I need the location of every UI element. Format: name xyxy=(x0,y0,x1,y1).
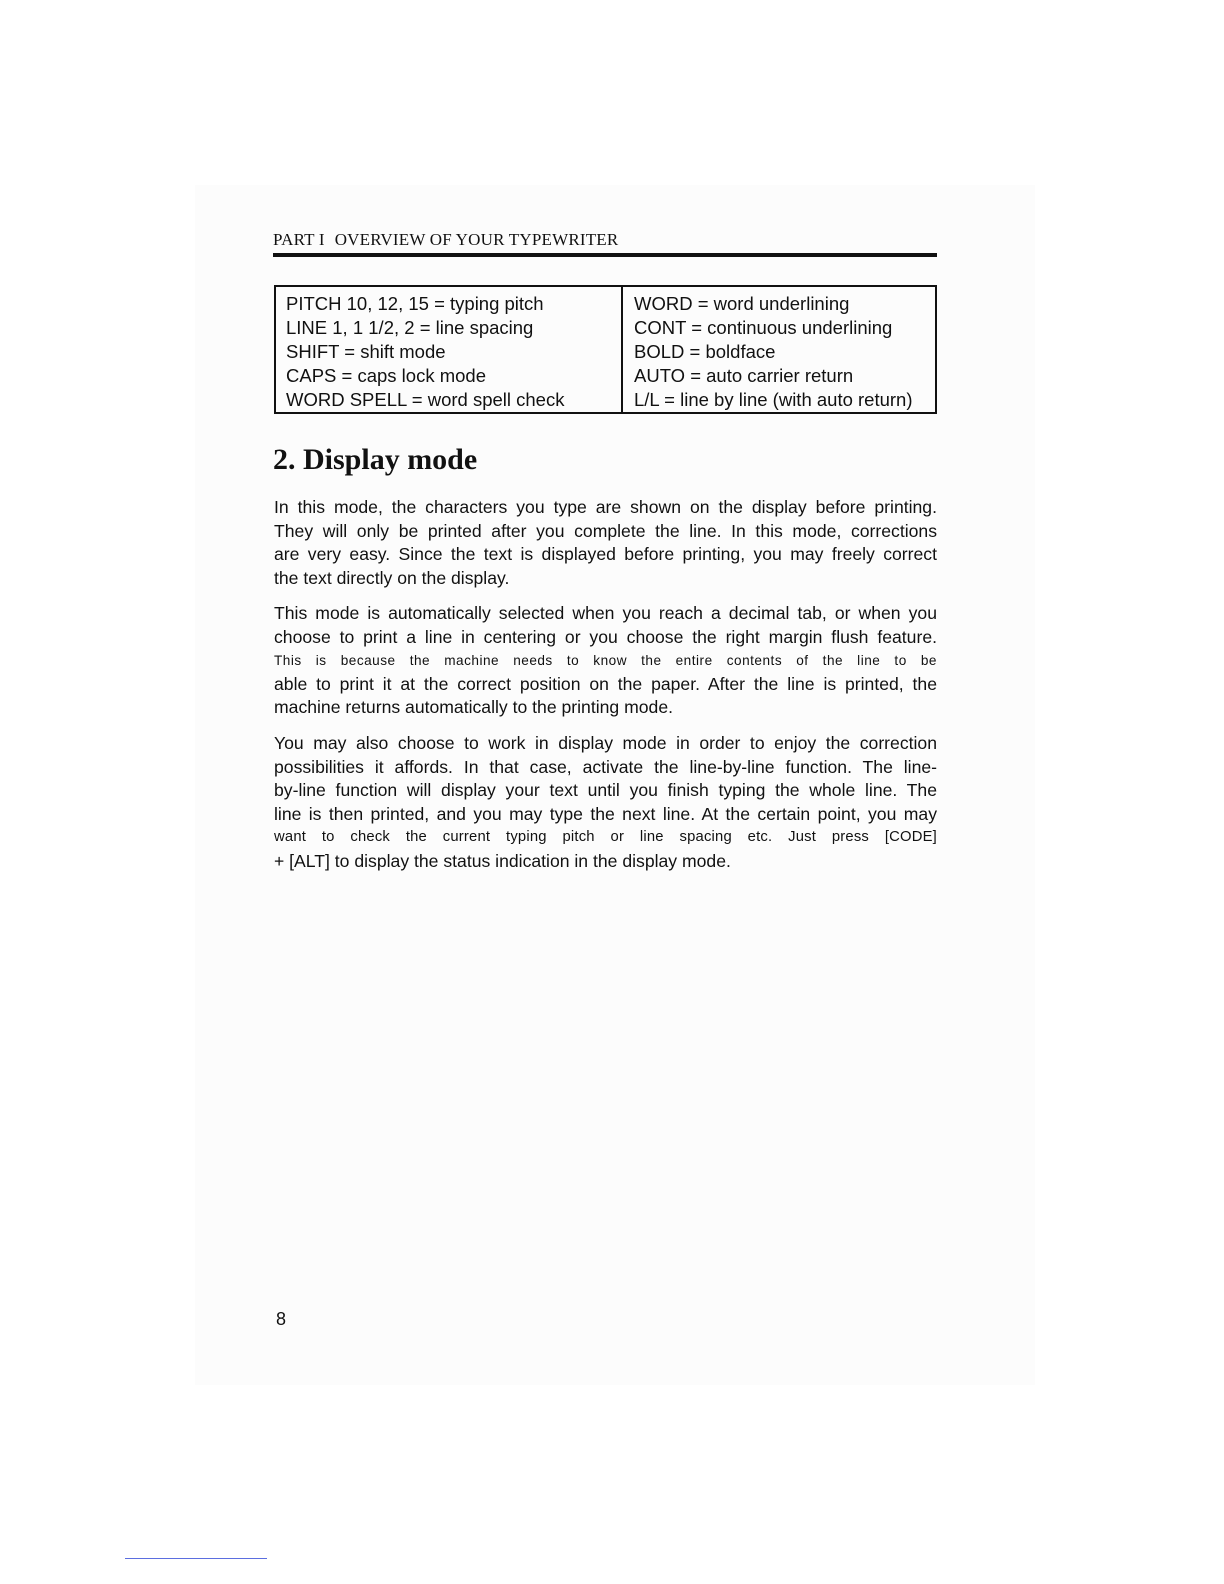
legend-item: L/L = line by line (with auto return) xyxy=(634,389,913,410)
legend-item: CAPS = caps lock mode xyxy=(286,365,486,386)
text-line: This is because the machine needs to know the entire contents of the line to be xyxy=(274,653,937,669)
text-line: They will only be printed after you complete the line. In this mode, corrections xyxy=(274,520,937,541)
running-header-part: PART I xyxy=(273,230,325,249)
legend-right-column xyxy=(623,287,935,412)
text-line: choose to print a line in centering or you choose the right margin flush feature. xyxy=(274,626,937,647)
section-heading: 2. Display mode xyxy=(273,443,478,476)
legend-item: LINE 1, 1 1/2, 2 = line spacing xyxy=(286,317,534,338)
text-line: are very easy. Since the text is displayed before printing, you may freely correct xyxy=(274,544,937,565)
paragraph-auto-selection xyxy=(274,602,937,720)
paragraph-line-by-line xyxy=(274,732,937,874)
text-line: machine returns automatically to the printing mode. xyxy=(274,697,673,718)
text-line: In this mode, the characters you type are shown on the display before printing. xyxy=(274,497,937,517)
legend-item: PITCH 10, 12, 15 = typing pitch xyxy=(286,293,544,314)
text-line: This mode is automatically selected when you reach a decimal tab, or when you xyxy=(274,603,937,623)
header-rule xyxy=(273,253,937,257)
legend-item: WORD = word underlining xyxy=(634,293,850,314)
scan-artifact-line xyxy=(125,1558,267,1559)
text-line: by-line function will display your text until you finish typing the whole line. The xyxy=(274,780,937,801)
legend-left-column xyxy=(276,287,623,412)
legend-item: CONT = continuous underlining xyxy=(634,317,893,338)
legend-item: WORD SPELL = word spell check xyxy=(286,389,565,410)
text-line: the text directly on the display. xyxy=(274,567,510,588)
legend-item: BOLD = boldface xyxy=(634,341,776,362)
running-header-title: OVERVIEW OF YOUR TYPEWRITER xyxy=(334,230,619,249)
paragraph-intro xyxy=(274,496,937,590)
text-line: possibilities it affords. In that case, activate the line-by-line function. The line- xyxy=(274,756,937,777)
text-line: You may also choose to work in display mode in order to enjoy the correction xyxy=(274,733,937,753)
legend-item: AUTO = auto carrier return xyxy=(634,365,854,386)
text-line: line is then printed, and you may type the next line. At the certain point, you may xyxy=(274,803,937,824)
text-line: want to check the current typing pitch or line spacing etc. Just press [CODE] xyxy=(274,829,937,846)
text-line: able to print it at the correct position on the paper. After the line is printed, the xyxy=(274,673,937,694)
running-header xyxy=(273,230,937,250)
status-indicator-legend xyxy=(274,285,937,414)
text-line: + [ALT] to display the status indication in the display mode. xyxy=(274,850,731,871)
legend-item: SHIFT = shift mode xyxy=(286,341,446,362)
page-number: 8 xyxy=(276,1309,287,1329)
